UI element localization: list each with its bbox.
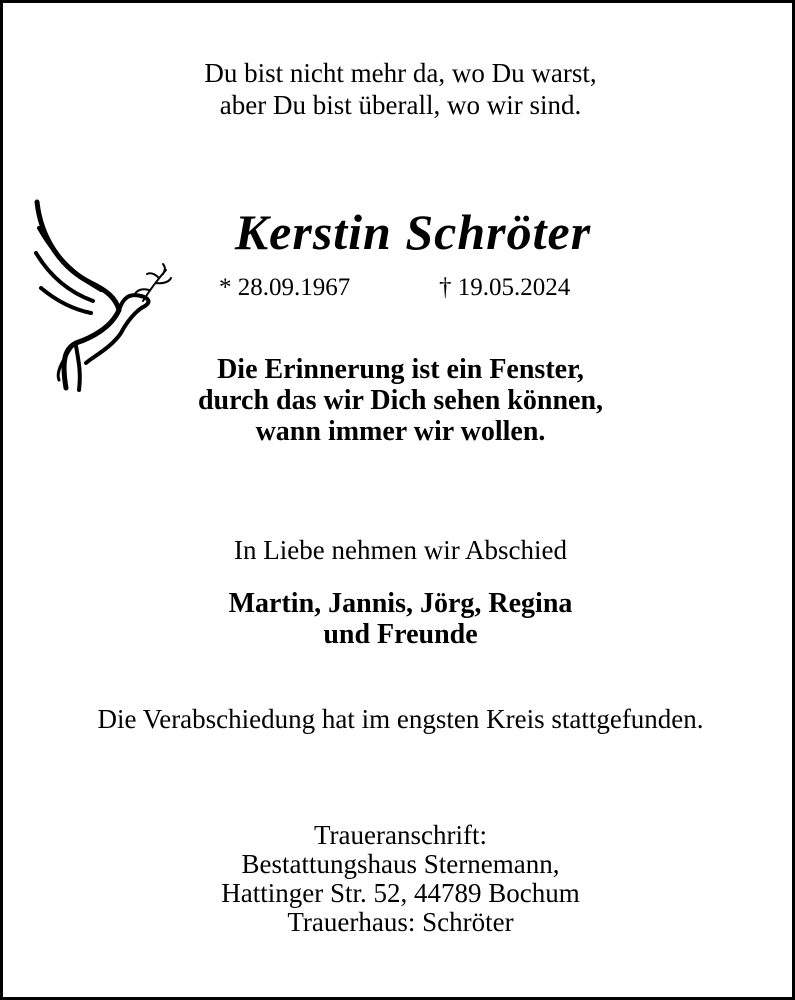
farewell-text: In Liebe nehmen wir Abschied [234,535,567,565]
quote-line-3: wann immer wir wollen. [255,416,546,447]
mourners-line-1: Martin, Jannis, Jörg, Regina [228,588,573,619]
ceremony-notice: Die Verabschiedung hat im engsten Kreis stattgefunden. [97,704,704,734]
address-line-4: Trauerhaus: Schröter [287,907,514,937]
address-line-3: Hattinger Str. 52, 44789 Bochum [221,878,580,908]
death-date: † 19.05.2024 [439,274,571,301]
motto-line-1: Du bist nicht mehr da, wo Du warst, [204,58,597,88]
birth-date: * 28.09.1967 [219,274,351,301]
address-line-2: Bestattungshaus Sternemann, [241,849,560,879]
mourners-line-2: und Freunde [323,619,478,650]
quote-line-2: durch das wir Dich sehen können, [197,385,604,416]
motto-line-2: aber Du bist überall, wo wir sind. [219,90,582,120]
address-line-1: Traueranschrift: [314,820,487,850]
deceased-name: Kerstin Schröter [234,204,592,260]
quote-line-1: Die Erinnerung ist ein Fenster, [217,354,584,385]
